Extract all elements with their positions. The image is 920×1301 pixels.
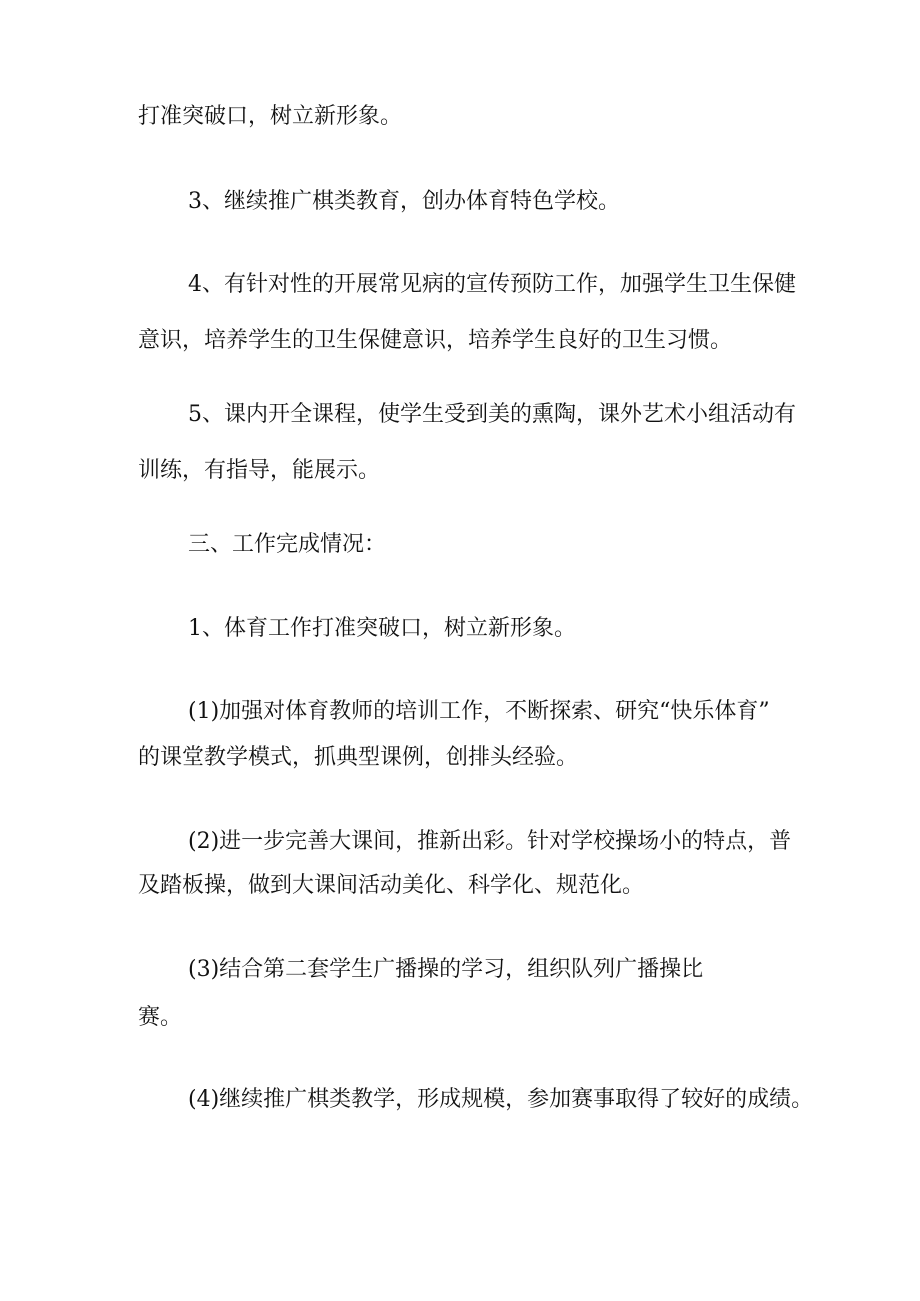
text-line: 4、有针对性的开展常见病的宣传预防工作，加强学生卫生保健: [188, 272, 796, 297]
text-line: 打准突破口，树立新形象。: [138, 104, 403, 129]
text-line: 5、课内开全课程，使学生受到美的熏陶，课外艺术小组活动有: [188, 402, 796, 427]
text-line: 的课堂教学模式，抓典型课例，创排头经验。: [138, 745, 579, 770]
text-line: (3)结合第二套学生广播操的学习，组织队列广播操比: [188, 957, 704, 982]
text-line: 3、继续推广棋类教育，创办体育特色学校。: [188, 189, 620, 214]
text-line: (1)加强对体育教师的培训工作，不断探索、研究“快乐体育”: [188, 699, 770, 724]
text-line: 及踏板操，做到大课间活动美化、科学化、规范化。: [138, 873, 645, 898]
section-heading: 三、工作完成情况：: [188, 532, 387, 557]
text-line: (4)继续推广棋类教学，形成规模，参加赛事取得了较好的成绩。: [188, 1087, 814, 1112]
text-line: 1、体育工作打准突破口，树立新形象。: [188, 616, 576, 641]
text-line: 训练，有指导，能展示。: [138, 458, 381, 483]
text-line: 赛。: [138, 1005, 183, 1030]
text-line: 意识，培养学生的卫生保健意识，培养学生良好的卫生习惯。: [138, 328, 733, 353]
text-line: (2)进一步完善大课间，推新出彩。针对学校操场小的特点，普: [188, 829, 792, 854]
